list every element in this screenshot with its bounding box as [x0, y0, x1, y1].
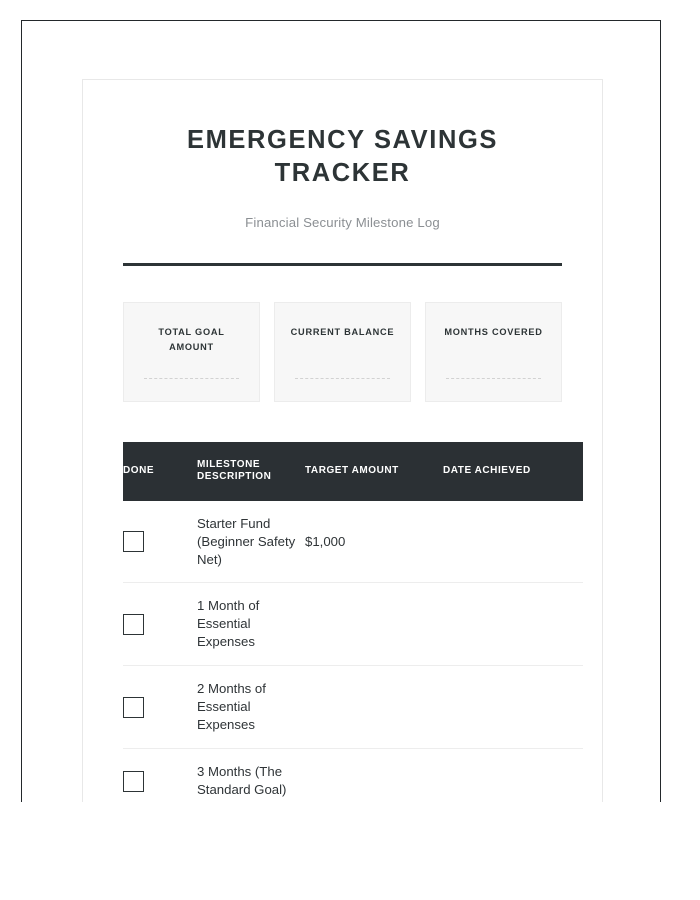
stat-fill-line[interactable]: [144, 378, 239, 379]
stat-fill-line[interactable]: [446, 378, 541, 379]
stat-label: CURRENT BALANCE: [290, 327, 395, 338]
milestone-checkbox[interactable]: [123, 771, 144, 792]
cell-description: 2 Months of Essential Expenses: [197, 666, 305, 749]
table-row: [123, 501, 583, 583]
cell-date[interactable]: [443, 749, 583, 802]
table-header-row: [123, 442, 583, 500]
cell-target[interactable]: [305, 583, 443, 666]
milestone-table: [123, 442, 583, 802]
stat-label: TOTAL GOAL AMOUNT: [158, 327, 225, 353]
summary-boxes: [123, 302, 562, 402]
page-subtitle: Financial Security Milestone Log: [245, 215, 440, 231]
milestone-checkbox[interactable]: [123, 697, 144, 718]
cell-date[interactable]: [443, 583, 583, 666]
column-header-date: DATE ACHIEVED: [443, 465, 531, 477]
cell-target[interactable]: $1,000: [305, 501, 443, 583]
stat-box-current-balance[interactable]: [274, 302, 411, 402]
column-header-done: DONE: [123, 465, 155, 477]
stat-box-total-goal-amount[interactable]: [123, 302, 260, 402]
column-header-description: MILESTONE DESCRIPTION: [197, 459, 272, 483]
cell-done: [123, 666, 197, 749]
milestone-checkbox[interactable]: [123, 614, 144, 635]
stat-label: MONTHS COVERED: [444, 327, 543, 338]
cell-description: 3 Months (The Standard Goal): [197, 749, 305, 802]
cell-date[interactable]: [443, 666, 583, 749]
stat-box-months-covered[interactable]: [425, 302, 562, 402]
column-header-target: TARGET AMOUNT: [305, 465, 399, 477]
cell-description: 1 Month of Essential Expenses: [197, 583, 305, 666]
cell-target[interactable]: [305, 666, 443, 749]
title-divider: [123, 263, 562, 266]
document-card: [82, 79, 603, 802]
cell-target[interactable]: [305, 749, 443, 802]
print-frame: [21, 20, 661, 802]
cell-date[interactable]: [443, 501, 583, 583]
milestone-checkbox[interactable]: [123, 531, 144, 552]
page-title: EMERGENCY SAVINGS TRACKER: [186, 126, 499, 187]
table-row: [123, 583, 583, 666]
cell-done: [123, 501, 197, 583]
cell-done: [123, 583, 197, 666]
cell-description: Starter Fund (Beginner Safety Net): [197, 501, 305, 583]
stat-fill-line[interactable]: [295, 378, 390, 379]
cell-done: [123, 749, 197, 802]
table-row: [123, 666, 583, 749]
table-row: [123, 749, 583, 802]
